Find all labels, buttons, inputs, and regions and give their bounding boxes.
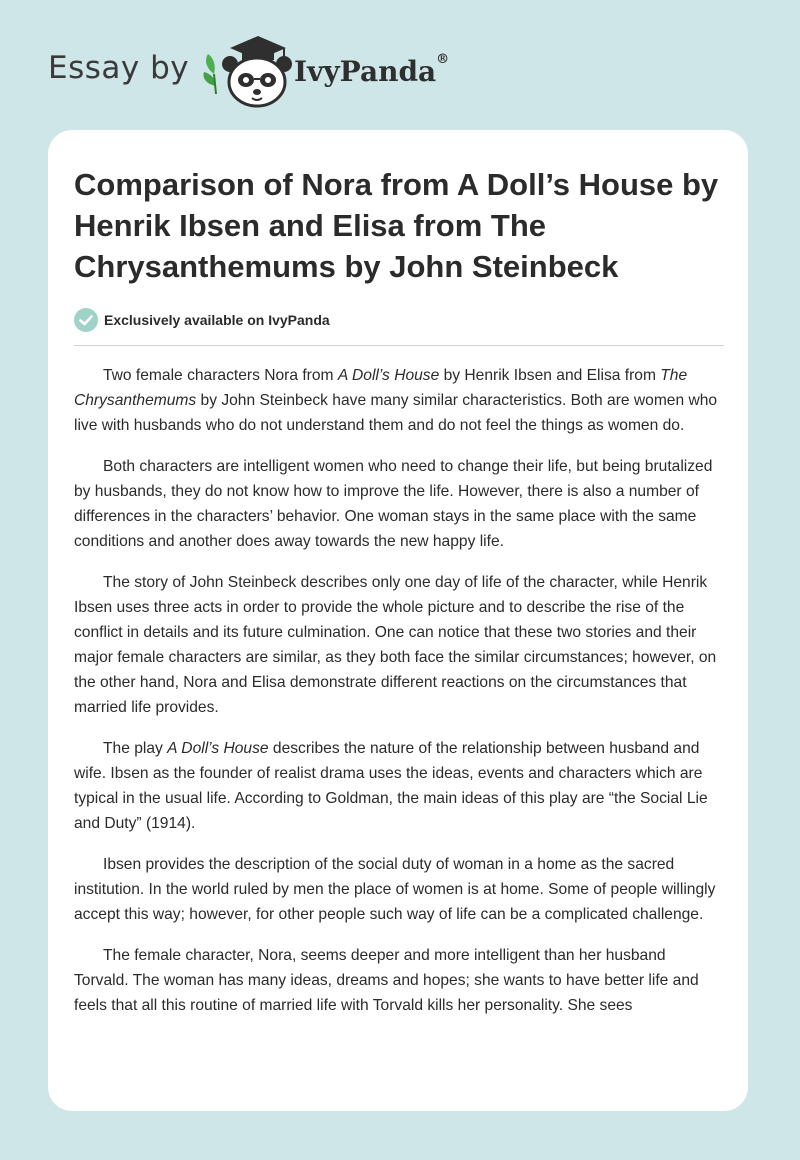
paragraph-text: The play [103, 740, 168, 757]
check-circle-icon [74, 308, 98, 332]
exclusive-badge [74, 307, 330, 333]
badge-label: Exclusively available on IvyPanda [104, 312, 330, 328]
leaf-icon [204, 54, 217, 94]
divider [74, 345, 724, 346]
essay-paragraph [74, 736, 724, 836]
italic-title-text: A Doll’s House [167, 740, 269, 757]
paragraph-text: by John Steinbeck have many similar characteristics. Both are women who live with husbands who do not understand them and do not feel the things as women do. [74, 392, 718, 434]
paragraph-text: The female character, Nora, seems deeper and more intelligent than her husband Torvald. The woman has many ideas, dreams and hopes; she wants to have better life and feels that all this routine of married life with Torvald kills her personality. She sees [74, 947, 699, 1014]
italic-title-text: A Doll’s House [337, 367, 440, 384]
essay-card [48, 130, 748, 1111]
essay-body [74, 363, 724, 1034]
paragraph-text: Two female characters Nora from [103, 367, 338, 384]
essay-by-label: Essay by [48, 50, 190, 86]
paragraph-text: Both characters are intelligent women who need to change their life, but being brutalized by husbands, they do not know how to improve the life. However, there is also a number of differences in the characters’ behavior. One woman stays in the same place with the same conditions and another does away towards the new happy life. [74, 458, 713, 550]
panda-logo-icon[interactable] [200, 34, 292, 110]
italic-title-text: The Chrysanthemums [74, 367, 688, 409]
paragraph-text: Ibsen provides the description of the social duty of woman in a home as the sacred institution. In the world ruled by men the place of women is at home. Some of people willingly accept this way; however, for other people such way of life can be a complicated challenge. [74, 856, 716, 923]
site-header [0, 0, 800, 130]
paragraph-text: The story of John Steinbeck describes only one day of life of the character, while Henrik Ibsen uses three acts in order to provide the whole picture and to describe the rise of the conflict in details and its future culmination. One can notice that these two stories and their major female characters are similar, as they both face the similar circumstances; however, on the other hand, Nora and Elisa demonstrate different reactions on the circumstances that married life provides. [74, 574, 717, 716]
essay-paragraph [74, 363, 724, 438]
paragraph-text: describes the nature of the relationship between husband and wife. Ibsen as the founder of realist drama uses the ideas, events and characters which are typical in the usual life. According to Goldman, the main ideas of this play are “the Social Lie and Duty” (1914). [74, 740, 708, 832]
essay-paragraph [74, 943, 724, 1018]
essay-paragraph [74, 852, 724, 927]
paragraph-text: by Henrik Ibsen and Elisa from [439, 367, 661, 384]
essay-title: Comparison of Nora from A Doll’s House by Henrik Ibsen and Elisa from The Chrysanthemums by John Steinbeck [74, 167, 719, 284]
essay-paragraph [74, 454, 724, 554]
essay-paragraph [74, 570, 724, 720]
brand-logo-text[interactable]: IvyPanda® [294, 51, 450, 88]
